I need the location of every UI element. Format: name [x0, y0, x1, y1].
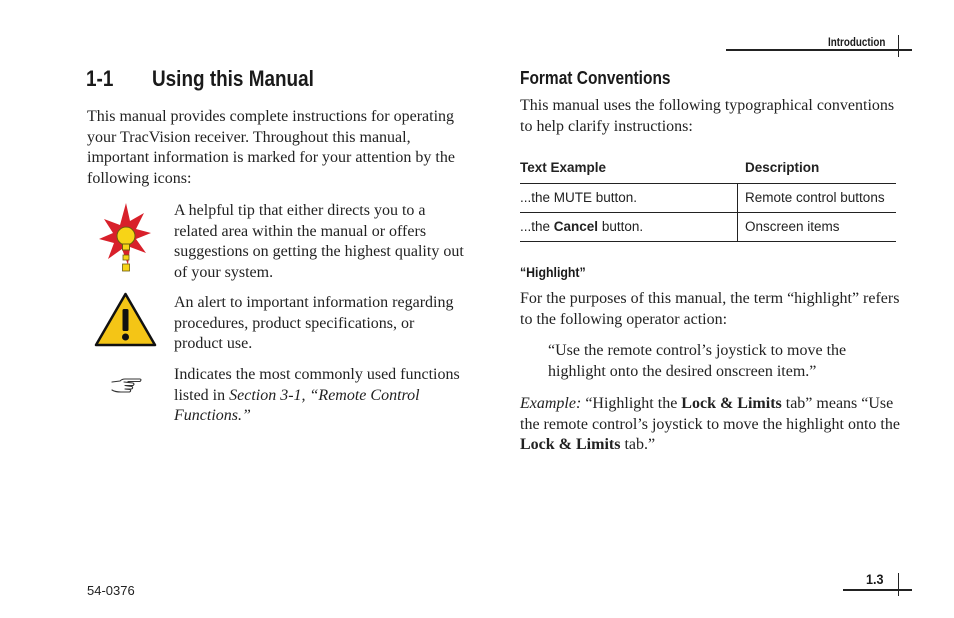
highlight-definition: For the purposes of this manual, the term “highlight” refers to the following operator action:: [520, 290, 900, 328]
table-row: ...the Cancel button.: [520, 219, 644, 234]
document-number: 54-0376: [87, 583, 135, 598]
running-header: Introduction: [828, 35, 886, 49]
pointing-hand-icon: [110, 377, 144, 395]
header-rule: [726, 49, 912, 51]
highlight-example: Example: “Highlight the Lock & Limits tab” means “Use the remote control’s joystick to move the highlight onto the Lock & Limits tab.”: [520, 395, 900, 453]
section-number: 1-1: [86, 66, 114, 91]
highlight-title: “Highlight”: [520, 264, 586, 280]
table-cell-description: Remote control buttons: [745, 190, 885, 205]
intro-paragraph: This manual provides complete instructions for operating your TracVision receiver. Throughout this manual, important information is marked for your attention by the following icons:: [87, 108, 455, 187]
section-title: Using this Manual: [152, 66, 314, 91]
table-header-description: Description: [745, 160, 820, 175]
table-row: ...the MUTE button.: [520, 190, 638, 205]
footer-rule: [843, 589, 912, 591]
table-rule: [520, 183, 896, 184]
table-header-example: Text Example: [520, 160, 607, 175]
header-tick: [898, 35, 899, 57]
format-conventions-title: Format Conventions: [520, 68, 671, 88]
alert-description: An alert to important information regarding procedures, product specifications, or product use.: [174, 294, 454, 352]
table-rule: [520, 212, 896, 213]
format-intro: This manual uses the following typographical conventions to help clarify instructions:: [520, 97, 895, 135]
warning-triangle-icon: [94, 292, 157, 347]
page-number: 1.3: [866, 571, 884, 587]
table-cell-description: Onscreen items: [745, 219, 840, 234]
section-reference: Section 3-1, “Remote Control Functions.”: [174, 386, 420, 424]
hand-description-text: Indicates the most commonly used functions listed in: [174, 366, 460, 404]
highlight-quote: “Use the remote control’s joystick to move the highlight onto the desired onscreen item.”: [548, 342, 847, 380]
conventions-table: [520, 160, 896, 242]
table-column-divider: [737, 183, 738, 242]
table-rule: [520, 241, 896, 242]
lightbulb-burst-icon: [98, 203, 152, 273]
footer-tick: [898, 573, 899, 596]
tip-description: A helpful tip that either directs you to a related area within the manual or offers suggestions on getting the highest quality out of your system.: [174, 202, 464, 281]
hand-description: [174, 365, 464, 427]
